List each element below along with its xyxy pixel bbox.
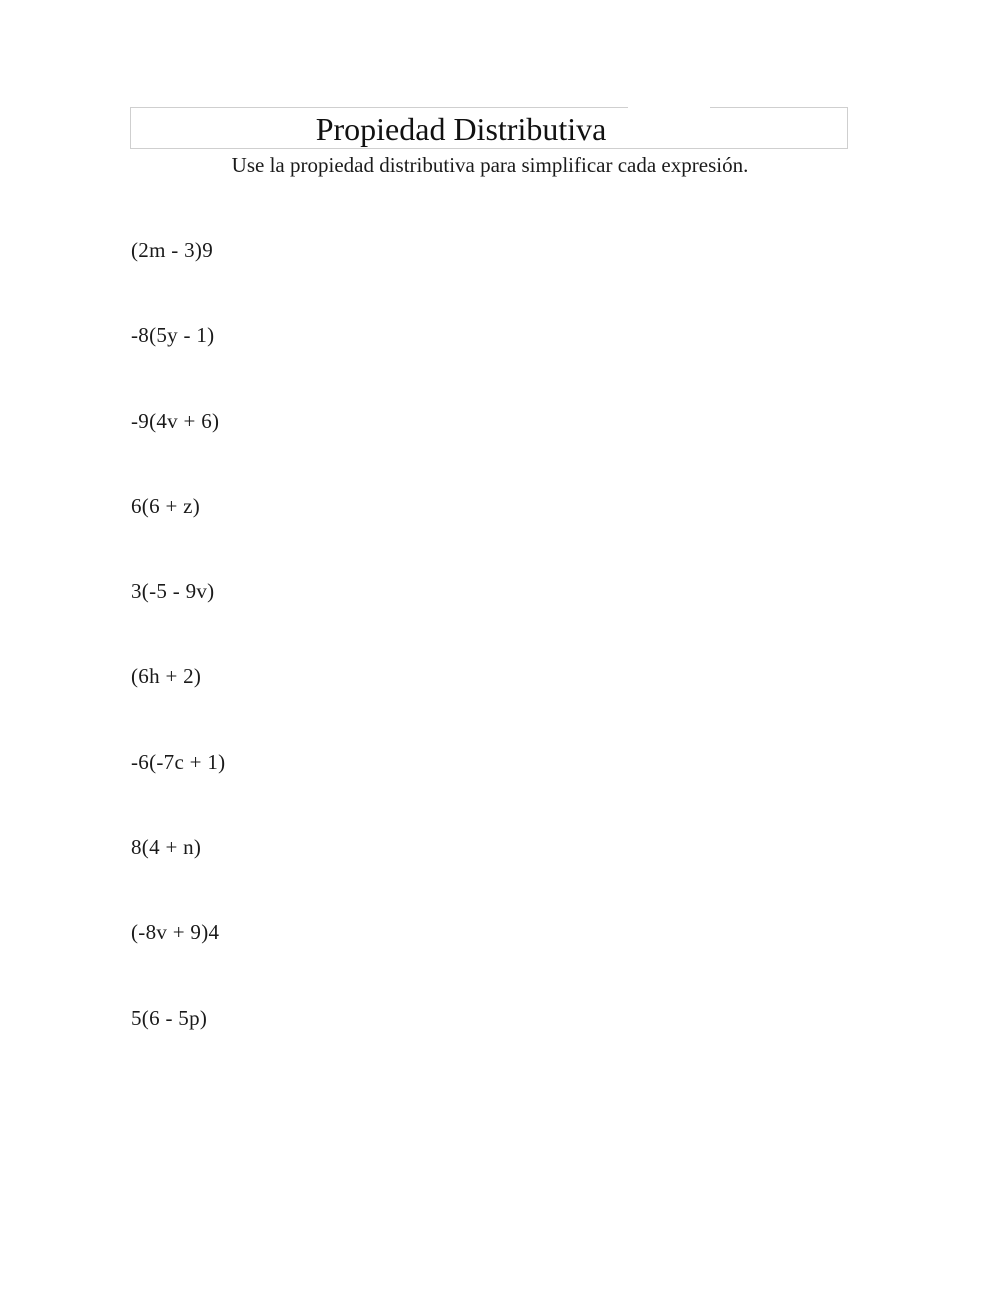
problem-5: 3(-5 - 9v) xyxy=(131,579,215,604)
worksheet-instructions: Use la propiedad distributiva para simplificar cada expresión. xyxy=(231,153,749,177)
problem-4: 6(6 + z) xyxy=(131,493,201,518)
problem-1: (2m - 3)9 xyxy=(131,238,214,262)
problem-list xyxy=(131,234,225,1087)
problem-9: (-8v + 9)4 xyxy=(131,920,220,945)
problem-7: -6(-7c + 1) xyxy=(131,749,226,774)
problem-3: -9(4v + 6) xyxy=(131,408,220,433)
problem-10: 5(6 - 5p) xyxy=(131,1005,208,1030)
problem-6: (6h + 2) xyxy=(131,664,202,689)
problem-8: 8(4 + n) xyxy=(131,835,202,860)
worksheet-title: Propiedad Distributiva xyxy=(315,111,607,147)
problem-2: -8(5y - 1) xyxy=(131,323,215,348)
